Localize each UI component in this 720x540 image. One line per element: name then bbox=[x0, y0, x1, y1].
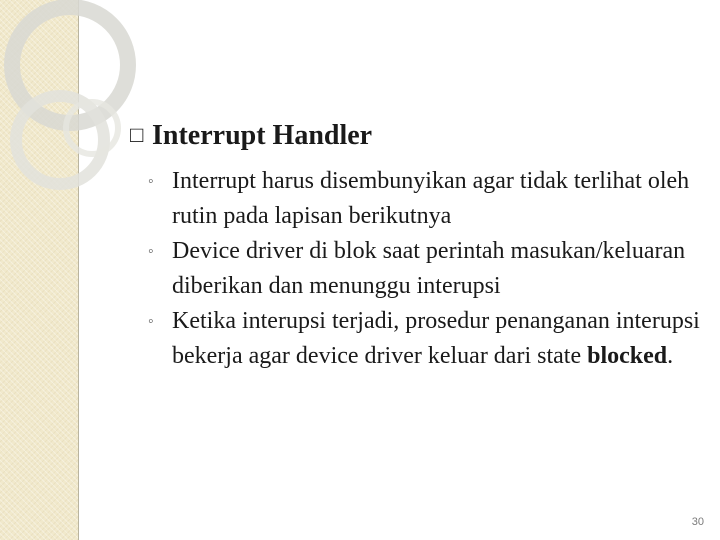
bullet-text: Device driver di blok saat perintah masukan/keluaran diberikan dan menunggu interupsi bbox=[172, 238, 686, 299]
decorative-side-panel bbox=[0, 0, 79, 540]
bullet-bold-text: blocked bbox=[587, 343, 668, 369]
bullet-item bbox=[148, 234, 708, 304]
heading-text: Interrupt Handler bbox=[152, 120, 373, 151]
bullet-marker-icon: ◦ bbox=[148, 173, 154, 190]
bullet-text: Ketika interupsi terjadi, prosedur penanganan interupsi bekerja agar device driver keluar dari state bbox=[172, 308, 700, 369]
bullet-item bbox=[148, 304, 708, 374]
bullet-list bbox=[148, 164, 708, 374]
bullet-marker-icon: ◦ bbox=[148, 313, 154, 330]
bullet-marker-icon: ◦ bbox=[148, 243, 154, 260]
slide-heading bbox=[130, 120, 372, 152]
bullet-text: Interrupt harus disembunyikan agar tidak terlihat oleh rutin pada lapisan berikutnya bbox=[172, 168, 690, 229]
heading-bullet-icon: □ bbox=[130, 122, 144, 147]
bullet-item bbox=[148, 164, 708, 234]
page-number: 30 bbox=[691, 516, 704, 528]
bullet-text-end: . bbox=[667, 343, 674, 369]
